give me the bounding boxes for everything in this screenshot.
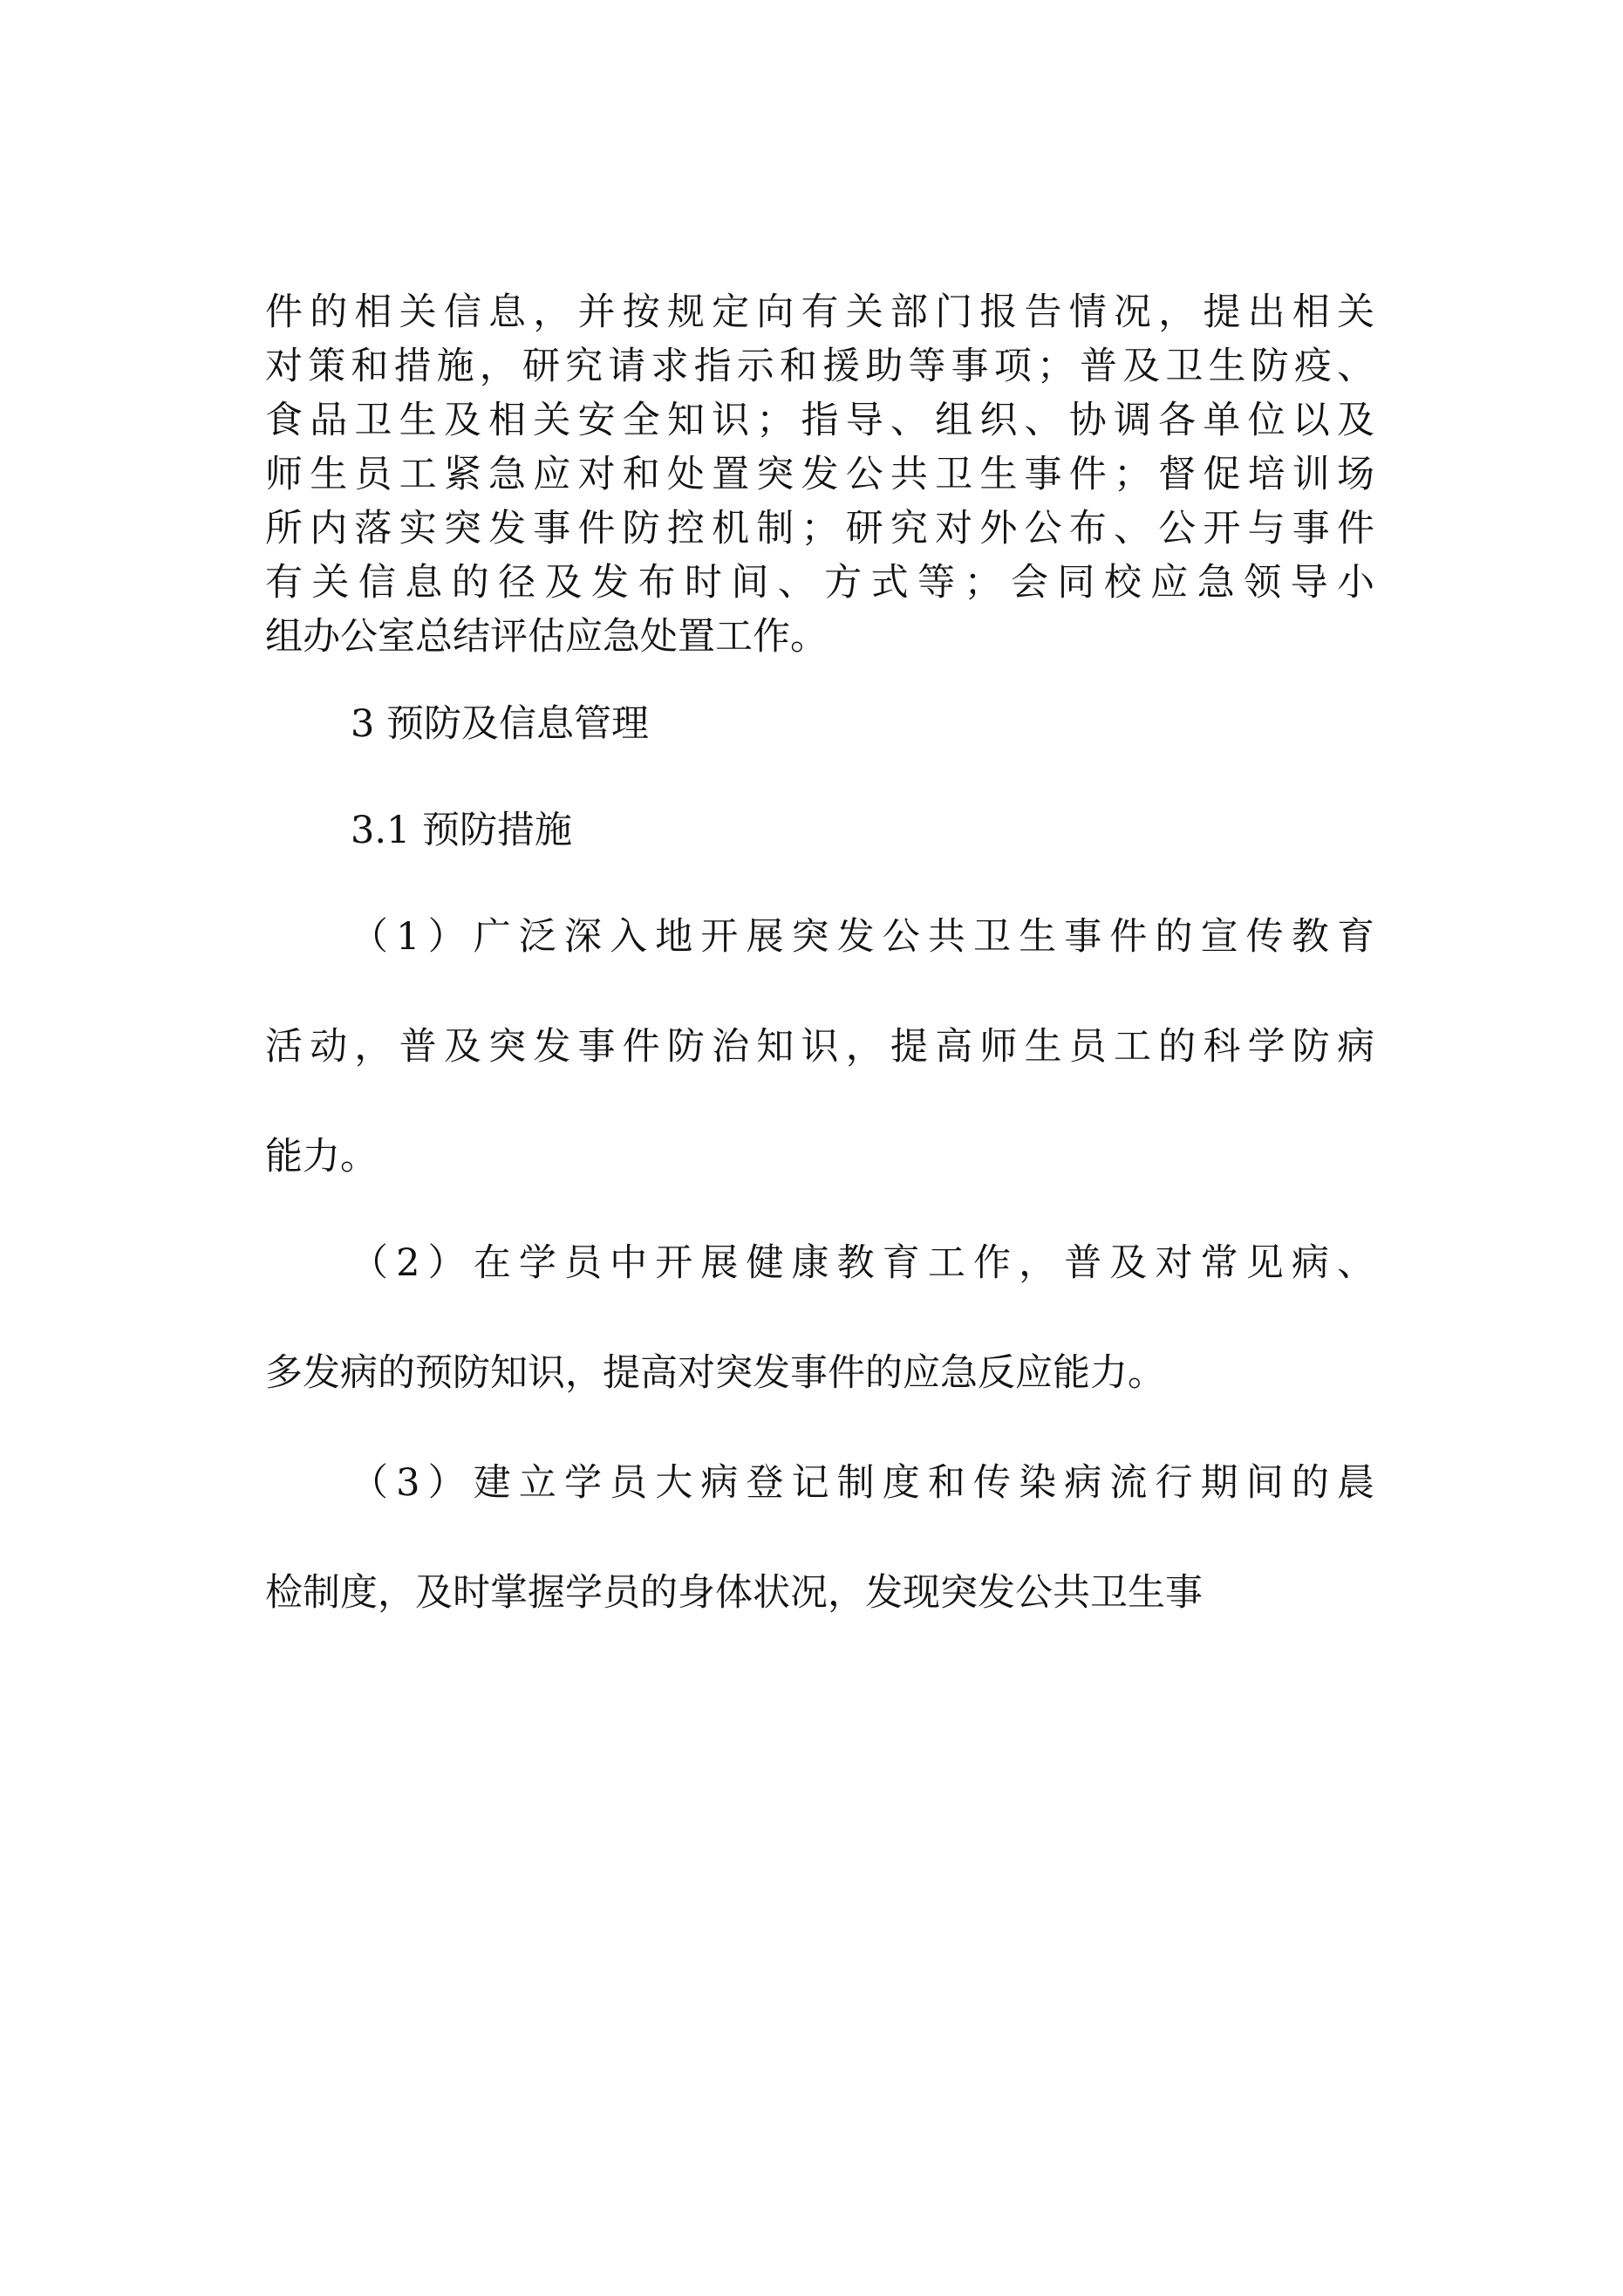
text-line: 食品卫生及相关安全知识；指导、组织、协调各单位以及 xyxy=(265,399,1374,442)
text-line: （2）在学员中开展健康教育工作，普及对常见病、 xyxy=(351,1241,1374,1285)
text-line: 件的相关信息，并按规定向有关部门报告情况，提出相关 xyxy=(265,290,1374,334)
text-line: 检制度，及时掌握学员的身体状况，发现突发公共卫生事 xyxy=(265,1571,1203,1615)
text-line: （1）广泛深入地开展突发公共卫生事件的宣传教育 xyxy=(351,915,1374,959)
text-line: 能力。 xyxy=(265,1135,378,1179)
text-line: 活动，普及突发事件防治知识，提高师生员工的科学防病 xyxy=(265,1025,1374,1069)
subsection-heading: 3.1 预防措施 xyxy=(351,809,573,852)
text-line: 多发病的预防知识，提高对突发事件的应急反应能力。 xyxy=(265,1351,1165,1395)
text-line: 师生员工紧急应对和处置突发公共卫生事件；督促培训场 xyxy=(265,453,1374,496)
text-line: 有关信息的径及发布时间、方式等；会同校应急领导小 xyxy=(265,561,1374,605)
text-line: 所内落实突发事件防控机制；研究对外公布、公开与事件 xyxy=(265,507,1374,550)
text-line: （3）建立学员大病登记制度和传染病流行期间的晨 xyxy=(351,1461,1374,1505)
section-heading: 3 预防及信息管理 xyxy=(351,702,650,746)
text-line: 对策和措施，研究请求指示和援助等事项；普及卫生防疫、 xyxy=(265,345,1374,388)
text-line: 组办公室总结评估应急处置工作。 xyxy=(265,615,828,659)
